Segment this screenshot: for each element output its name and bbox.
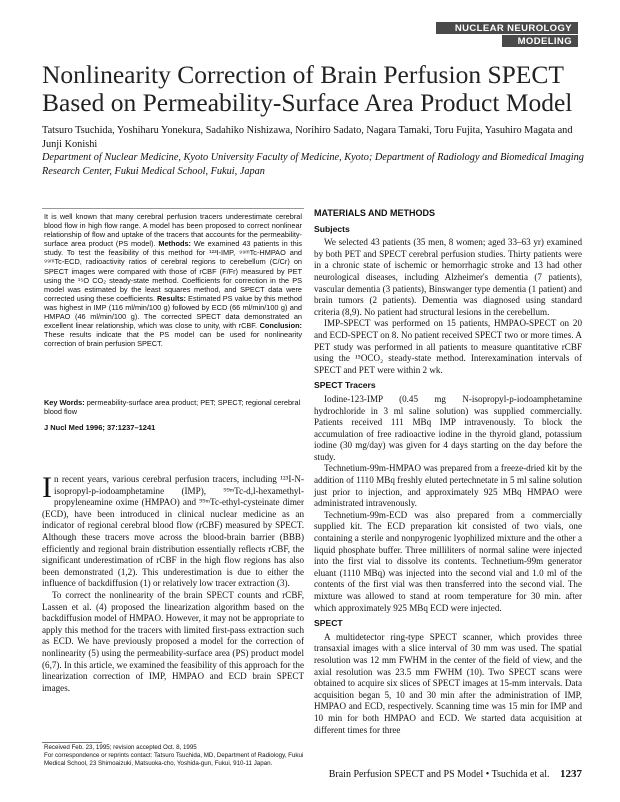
abstract-conclusion: These results indicate that the PS model can be used for nonlinearity correction of brain perfusion SPECT.: [44, 330, 302, 349]
abstract-methods: We examined 43 patients in this study. To test the feasibility of this method for ¹²³I-IMP, ⁹⁹ᵐTc-HMPAO and ⁹⁹ᵐTc-ECD, radioactivity ratios of cerebral regions to cerebellum (C/Cr) on SPECT images were compared with those of rCBF (F/Fr) measured by PET using the ¹⁵O CO₂ steady-state method. Coefficients for correction in the PS model was estimated by the least squares method, and SPECT data were corrected using these coefficients.: [44, 239, 302, 303]
footnote: [44, 744, 304, 768]
methods-label: Methods:: [158, 239, 191, 249]
page-footer: [220, 768, 582, 780]
banner-line-2: MODELING: [502, 35, 578, 47]
subjects-paragraph-1: We selected 43 patients (35 men, 8 women; aged 33–63 yr) examined by both PET and SPECT cerebral perfusion studies. Thirty patients were in a chronic state of ischemic or hemorrhagic stroke and 13 had other neurological diseases, including Alzheimer's dementia (7 patients), vascular dementia (3 patients), Binswanger type dementia (1 patient) and brain tumors (2 patients). Dementia was diagnosed using standard criteria (8,9). No patient had structural lesions in the cerebellum.: [314, 237, 582, 317]
conclusion-label: Conclusion:: [259, 321, 303, 331]
intro-p1-text: n recent years, various cerebral perfusion tracers, including ¹²³I-N-isopropyl-p-iodoamphetamine (IMP), ⁹⁹ᵐTc-d,l-hexamethyl-propyleneamine oxime (HMPAO) and ⁹⁹ᵐTc-ethyl-cysteinate dimer (ECD), have been introduced in clinical nuclear medicine as an indicator of regional cerebral blood flow (rCBF) measured by SPECT. Although these tracers move across the blood-brain barrier (BBB) efficiently and regional brain distribution essentially reflects rCBF, the significant underestimation of rCBF in the high flow regions has also been demonstrated (1,2). This underestimation is due to either the influence of backdiffusion (1) or relatively low tracer extraction (3).: [42, 474, 304, 589]
footnote-rule: [42, 742, 102, 743]
abstract: [44, 212, 302, 348]
received-date: Received Feb. 23, 1995; revision accepted Oct. 8, 1995: [44, 744, 197, 751]
running-title: Brain Perfusion SPECT and PS Model • Tsuchida et al.: [328, 769, 550, 780]
keywords-text: permeability-surface area product; PET; SPECT; regional cerebral blood flow: [44, 398, 301, 417]
tracers-heading: SPECT Tracers: [314, 380, 376, 391]
section-banner: [436, 22, 578, 47]
banner-line-1: NUCLEAR NEUROLOGY: [436, 22, 578, 34]
affiliation: Department of Nuclear Medicine, Kyoto University Faculty of Medicine, Kyoto; Department of Radiology and Biomedical Imaging Research Center, Fukui Medical School, Fukui, Japan: [42, 152, 584, 177]
abstract-results: Estimated PS value by this method was highest in IMP (116 ml/min/100 g) followed by ECD (66 ml/min/100 g) and HMPAO (46 ml/min/100 g). The corrected SPECT data demonstrated an excellent linear relationship, which was close to unity, with rCBF.: [44, 293, 302, 331]
spect-heading: SPECT: [314, 618, 343, 629]
tracers-paragraph-2: Technetium-99m-HMPAO was prepared from a freeze-dried kit by the addition of 1110 MBq freshly eluted pertechnetate in 5 ml saline solution just prior to injection, and approximately 925 MBq HMPAO were administrated intravenously.: [314, 463, 582, 509]
article-title: Nonlinearity Correction of Brain Perfusion SPECT Based on Permeability-Surface Area Product Model: [42, 60, 573, 117]
tracers-paragraph-1: Iodine-123-IMP (0.45 mg N-isopropyl-p-iodoamphetamine hydrochloride in 3 ml saline solution) was supplied commercially. Patients received 111 MBq IMP intravenously. To block the accumulation of free radioactive iodine in the thyroid gland, potassium iodine (30 mg/day) was given for 4 days starting on the day before the study.: [314, 393, 582, 462]
methods-column: [314, 208, 582, 736]
spect-paragraph-1: A multidetector ring-type SPECT scanner, which provides three transaxial images with a slice interval of 30 mm was used. The spatial resolution was 12 mm FWHM in the center of the field of view, and the axial resolution was 23.5 mm FWHM (10). Two SPECT scans were obtained to acquire six slices of SPECT images at 15-mm intervals. Data acquisition began 5, 10 and 30 min after the administration of IMP, HMPAO and ECD, respectively. Scanning time was 15 min for IMP and 10 min for both HMPAO and ECD. We started data acquisition at different times for three: [314, 631, 582, 735]
methods-heading: MATERIALS AND METHODS: [314, 208, 435, 218]
keywords-label: Key Words:: [44, 398, 85, 407]
subjects-heading: Subjects: [314, 223, 350, 234]
keywords: [44, 398, 302, 416]
intro-paragraph-2: To correct the nonlinearity of the brain SPECT counts and rCBF, Lassen et al. (4) proposed the linearization algorithm based on the backdiffusion model of HMPAO. However, it may not be appropriate to apply this method for the tracers with limited first-pass extraction such as ECD. We have previously proposed a model for the correction of nonlinearity (5) using the permeability-surface area (PS) product model (6,7). In this article, we examined the feasibility of this approach for the linearization correction of IMP, HMPAO and ECD brain SPECT images.: [42, 589, 304, 693]
results-label: Results:: [157, 293, 186, 303]
drop-cap: I: [42, 471, 52, 504]
subjects-paragraph-2: IMP-SPECT was performed on 15 patients, HMPAO-SPECT on 20 and ECD-SPECT on 8. No patient received SPECT two or more times. A PET study was performed in all patients to measure quantitative rCBF using the ¹⁵OCO₂ steady-state method. Interexamination intervals of SPECT and PET were within 2 wk.: [314, 318, 582, 375]
introduction: [42, 471, 304, 694]
abstract-intro: It is well known that many cerebral perfusion tracers underestimate cerebral blood flow in high flow range. A model has been proposed to correct nonlinear relationship of flow and uptake of the tracers that accounts for the permeability-surface area product (PS model).: [44, 212, 302, 249]
tracers-paragraph-3: Technetium-99m-ECD was also prepared from a commercially supplied kit. The ECD preparation kit consisted of two vials, one containing a sterile and nonpyrogenic lyophilized mixture and the other a liquid phosphate buffer. Three milliliters of normal saline were injected into the first vial to dissolve its contents. Technetium-99m generator eluant (1110 MBq) was injected into the second vial and 1.0 ml of the contents of the first vial was then transferred into the second vial. The mixture was allowed to stand at room temperature for 30 min. after which approximately 925 MBq ECD were injected.: [314, 509, 582, 613]
page-number: 1237: [560, 768, 582, 780]
journal-citation: J Nucl Med 1996; 37:1237–1241: [44, 423, 156, 432]
intro-paragraph-1: [42, 471, 304, 590]
author-list: Tatsuro Tsuchida, Yoshiharu Yonekura, Sadahiko Nishizawa, Norihiro Sadato, Nagara Tamaki, Toru Fujita, Yasuhiro Magata and Junji Konishi: [42, 125, 573, 150]
correspondence: For correspondence or reprints contact: Tatsuro Tsuchida, MD, Department of Radiology, Fukui Medical School, 23 Shimoaizuki, Matsuoka-cho, Yoshida-gun, Fukui, 910-11 Japan.: [44, 751, 304, 767]
